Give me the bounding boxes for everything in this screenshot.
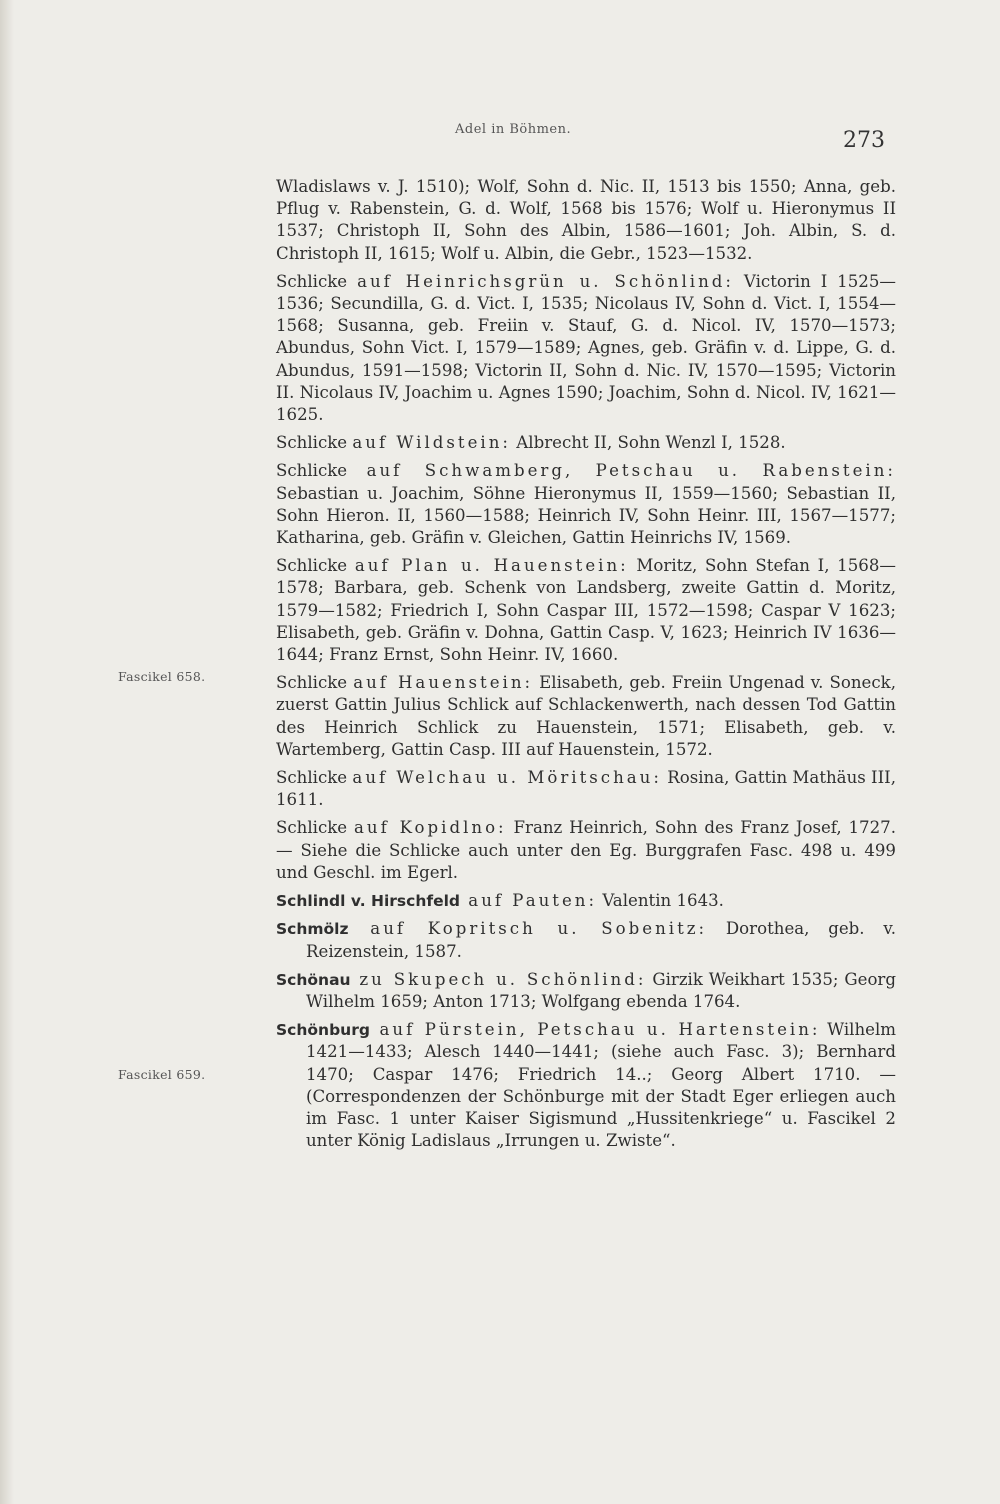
entry-lead: Schlicke: [276, 271, 358, 291]
entry-lead: Schlicke: [276, 461, 367, 481]
entry-schmoelz: [276, 918, 896, 962]
entry-lead: Schlicke: [276, 433, 353, 453]
margin-note-fascikel-659: Fascikel 659.: [118, 1067, 206, 1082]
entry-place: auf Pürstein, Petschau u. Hartenstein:: [369, 1020, 821, 1040]
entry-place: auf Welchau u. Möritschau:: [352, 768, 662, 788]
margin-note-fascikel-658: Fascikel 658.: [118, 669, 206, 684]
entry-body: Wilhelm 1421—1433; Alesch 1440—1441; (siehe auch Fasc. 3); Bernhard 1470; Caspar 1476; Friedrich 14..; Georg Albert 1710. — (Correspondenzen der Schönburge mit der Stadt Eger erliegen auch im Fasc. 1 unter Kaiser Sigismund „Hussitenkriege“ u. Fascikel 2 unter König Ladislaus „Irrungen u. Zwiste“.: [306, 1020, 896, 1151]
entry-schoenau: [276, 969, 896, 1013]
entry-place: auf Kopritsch u. Sobenitz:: [348, 919, 708, 939]
entry-schoenburg: [276, 1019, 896, 1152]
entry-place: auf Plan u. Hauenstein:: [354, 556, 629, 576]
entry-body: Moritz, Sohn Stefan I, 1568—1578; Barbara, geb. Schenk von Landsberg, zweite Gattin d. Moritz, 1579—1582; Friedrich I, Sohn Caspar III, 1572—1598; Caspar V 1623; Elisabeth, geb. Gräfin v. Dohna, Gattin Casp. V, 1623; Heinrich IV 1636—1644; Franz Ernst, Sohn Heinr. IV, 1660.: [276, 556, 896, 665]
family-name: Schmölz: [276, 920, 349, 939]
binding-shadow: [0, 0, 14, 1504]
entry-lead: Schlicke: [276, 673, 354, 693]
entry-schlicke-schwamberg: [276, 460, 896, 549]
entry-schlindl: [276, 890, 896, 912]
entry-place: auf Schwamberg, Petschau u. Rabenstein:: [366, 461, 896, 481]
page-number: 273: [843, 128, 885, 153]
entry-place: auf Heinrichsgrün u. Schönlind:: [357, 271, 734, 291]
entry-lead: Schlicke: [276, 768, 353, 788]
entry-lead: Schlicke: [276, 818, 354, 838]
entry-body: Valentin 1643.: [597, 891, 724, 911]
entry-place: auf Pauten:: [460, 891, 598, 911]
entry-body: Franz Heinrich, Sohn des Franz Josef, 1727. — Siehe die Schlicke auch unter den Eg. Burggrafen Fasc. 498 u. 499 und Geschl. im Egerl.: [276, 818, 896, 882]
family-name: Schönburg: [276, 1021, 370, 1040]
entry-place: zu Skupech u. Schönlind:: [350, 969, 647, 989]
entry-body: Sebastian u. Joachim, Söhne Hieronymus II, 1559—1560; Sebastian II, Sohn Hieron. II, 1560—1588; Heinrich IV, Sohn Heinr. III, 1567—1577; Katharina, geb. Gräfin v. Gleichen, Gattin Heinrichs IV, 1569.: [276, 483, 896, 548]
entry-schlicke-heinrichsgruen: [276, 271, 896, 426]
entry-body: Wladislaws v. J. 1510); Wolf, Sohn d. Nic. II, 1513 bis 1550; Anna, geb. Pflug v. Rabenstein, G. d. Wolf, 1568 bis 1576; Wolf u. Hieronymus II 1537; Christoph II, Sohn des Albin, 1586—1601; Joh. Albin, S. d. Christoph II, 1615; Wolf u. Albin, die Gebr., 1523—1532.: [276, 177, 896, 263]
entry-body: Rosina, Gattin Mathäus III, 1611.: [276, 768, 896, 810]
entry-schlicke-welchau: [276, 767, 896, 811]
entry-schlicke-wildstein: [276, 432, 896, 454]
entry-body: Victorin I 1525—1536; Secundilla, G. d. Vict. I, 1535; Nicolaus IV, Sohn d. Vict. I, 1554—1568; Susanna, geb. Freiin v. Stauf, G. d. Nicol. IV, 1570—1573; Abundus, Sohn Vict. I, 1579—1589; Agnes, geb. Gräfin v. d. Lippe, G. d. Abundus, 1591—1598; Victorin II, Sohn d. Nic. IV, 1570—1595; Victorin II. Nicolaus IV, Joachim u. Agnes 1590; Joachim, Sohn d. Nicol. IV, 1621—1625.: [276, 271, 897, 425]
running-title: Adel in Böhmen.: [455, 122, 572, 137]
entry-body: Girzik Weikhart 1535; Georg Wilhelm 1659; Anton 1713; Wolfgang ebenda 1764.: [306, 969, 896, 1011]
text-column: [276, 176, 896, 1158]
family-name: Schönau: [276, 970, 351, 989]
entry-place: auf Wildstein:: [352, 433, 511, 453]
entry-schlicke-kopidlno: [276, 817, 896, 884]
entry-body: Dorothea, geb. v. Reizenstein, 1587.: [306, 919, 897, 961]
entry-body: Elisabeth, geb. Freiin Ungenad v. Soneck, zuerst Gattin Julius Schlick auf Schlackenwerth, nach dessen Tod Gattin des Heinrich Schlick zu Hauenstein, 1571; Elisabeth, geb. v. Wartemberg, Gattin Casp. III auf Hauenstein, 1572.: [276, 673, 896, 759]
entry-schlicke-hauenstein: [276, 672, 896, 761]
entry-place: auf Hauenstein:: [353, 673, 534, 693]
entry-continuation: [276, 176, 896, 265]
family-name: Schlindl v. Hirschfeld: [276, 892, 461, 911]
entry-schlicke-plan: [276, 555, 896, 666]
entry-body: Albrecht II, Sohn Wenzl I, 1528.: [511, 433, 786, 453]
entry-lead: Schlicke: [276, 556, 355, 576]
entry-place: auf Kopidlno:: [354, 818, 507, 838]
